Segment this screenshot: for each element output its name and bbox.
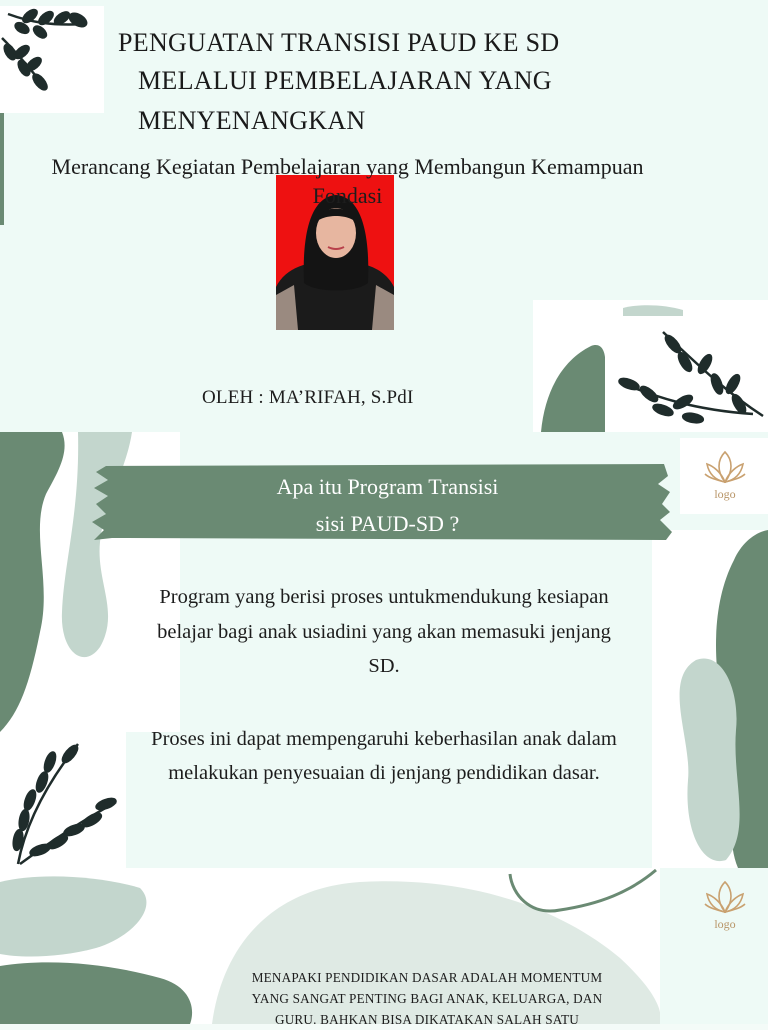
banner-line-2: sisi PAUD-SD ? (315, 511, 460, 536)
cover-title-line-2: MELALUI PEMBELAJARAN YANG (138, 66, 552, 95)
logo-top (693, 448, 757, 502)
leaf-sprig-icon (0, 732, 126, 868)
paragraph-1: Program yang berisi proses untukmendukung kesiapan belajar bagi anak usiadini yang akan memasuki jenjang SD. (157, 586, 611, 677)
paragraph-2: Proses ini dapat mempengaruhi keberhasilan anak dalam melakukan penyesuaian di jenjang pendidikan dasar. (151, 727, 617, 784)
banner-line-1: Apa itu Program Transisi (276, 474, 499, 499)
lotus-icon (703, 878, 747, 916)
right-blob-box (652, 530, 768, 868)
logo-label: logo (714, 487, 736, 501)
leaf-branch-icon (0, 6, 104, 113)
corner-leaf-box (0, 6, 104, 113)
cover-title-line-3: MENYENANGKAN (138, 106, 366, 135)
leaf-deco-box (533, 300, 768, 432)
author-name: OLEH : MA’RIFAH, S.PdI (202, 387, 414, 408)
blob-and-leaf-icon (533, 300, 768, 432)
cover-title-line-1: PENGUATAN TRANSISI PAUD KE SD (118, 28, 560, 57)
footer-quote: MENAPAKI PENDIDIKAN DASAR ADALAH MOMENTUM YANG SANGAT PENTING BAGI ANAK, KELUARGA, DAN GURU. BAHKAN BISA DIKATAKAN SALAH SATU (251, 970, 603, 1027)
section-body (130, 580, 638, 829)
cover-subtitle: Merancang Kegiatan Pembelajaran yang Membangun Kemampuan Fondasi (51, 154, 644, 208)
lotus-icon (703, 448, 747, 486)
left-edge-stripe (0, 113, 4, 225)
right-blobs-icon (652, 530, 768, 868)
logo-bottom (693, 878, 757, 932)
logo-label: logo (714, 917, 736, 931)
left-leaf-box (0, 732, 126, 868)
